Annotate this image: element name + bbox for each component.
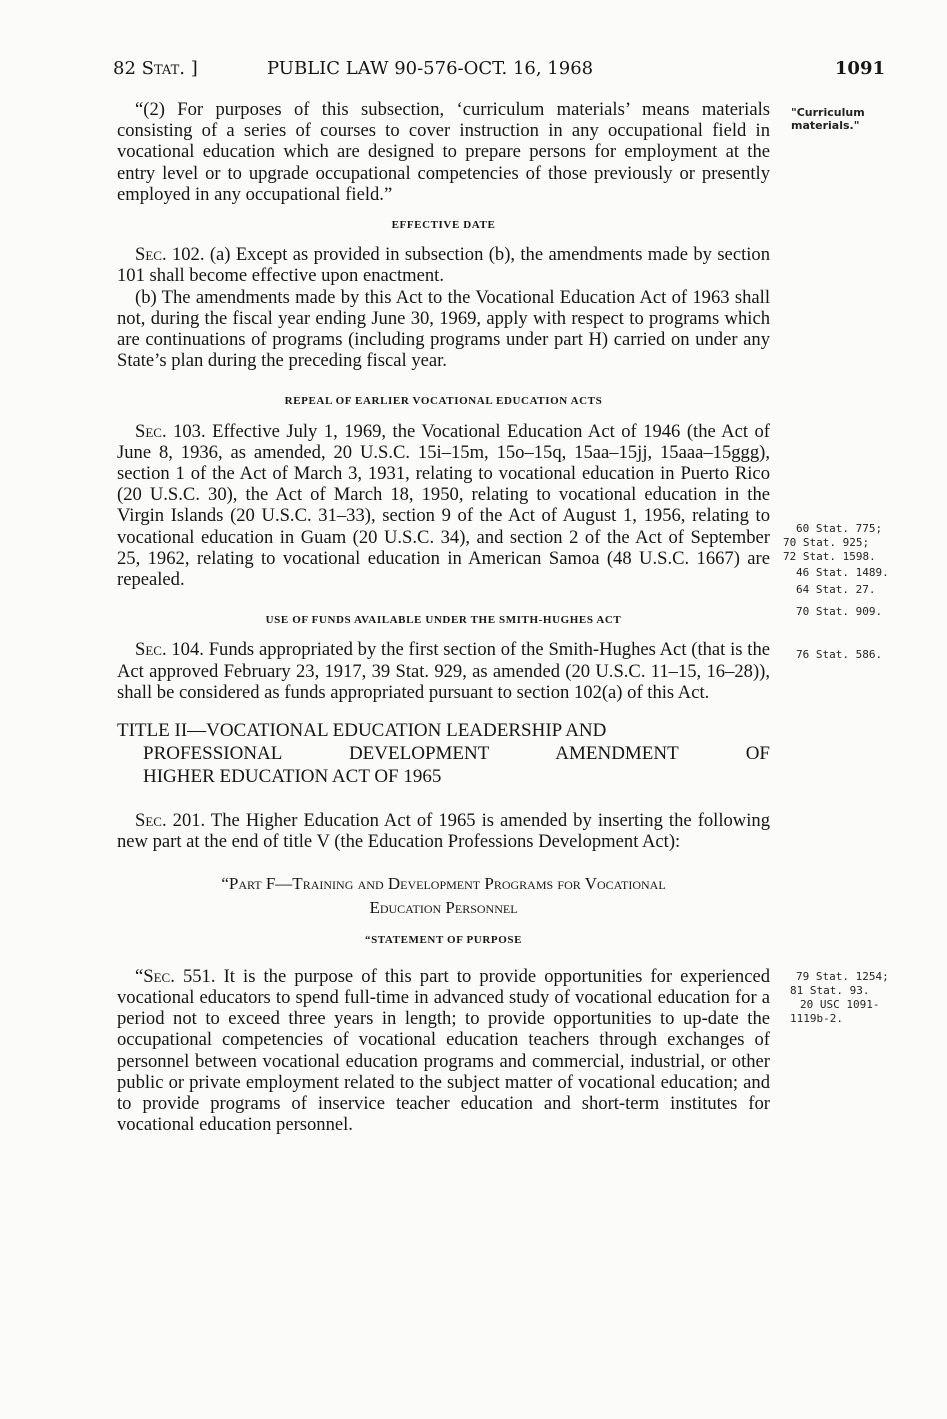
sec-label: Sec. <box>135 639 167 661</box>
margin-stat-ref-1: 60 Stat. 775; <box>796 522 883 535</box>
margin-stat-ref-11: 1119b-2. <box>790 1012 843 1025</box>
margin-stat-ref-4: 46 Stat. 1489. <box>796 566 889 579</box>
margin-stat-ref-5: 64 Stat. 27. <box>796 583 876 596</box>
document-body <box>117 99 770 1135</box>
margin-stat-ref-2: 70 Stat. 925; <box>783 536 870 549</box>
header-citation <box>113 58 198 79</box>
header-stat: Stat. <box>141 58 186 79</box>
header-bracket: ] <box>190 58 198 79</box>
part-f-line-1: “Part F—Training and Development Programs for Vocational <box>221 874 666 894</box>
margin-note-curriculum: "Curriculum materials." <box>791 106 865 132</box>
sec-label: Sec. <box>135 810 167 832</box>
sec-104-text: 104. Funds appropriated by the first section of the Smith-Hughes Act (that is the Act approved February 23, 1917, 39 Stat. 929, as amended (20 U.S.C. 11–15, 16–28)), shall be considered as funds appropriated pursuant to section 102(a) of this Act. <box>117 639 770 703</box>
part-f-heading <box>117 872 770 920</box>
title-ii-line-3: HIGHER EDUCATION ACT OF 1965 <box>143 766 442 788</box>
header-volume: 82 <box>113 58 136 79</box>
sec-label: Sec. <box>135 420 167 442</box>
sec-label: Sec. <box>143 965 175 987</box>
margin-stat-ref-9: 81 Stat. 93. <box>790 984 870 997</box>
title-ii-heading <box>117 719 770 788</box>
heading-effective-date: EFFECTIVE DATE <box>391 219 496 232</box>
header-title: PUBLIC LAW 90-576-OCT. 16, 1968 <box>267 58 594 79</box>
sec-201-text: 201. The Higher Education Act of 1965 is amended by inserting the following new part at the end of title V (the Education Professions Development Act): <box>117 810 770 853</box>
margin-stat-ref-10: 20 USC 1091- <box>800 998 880 1011</box>
paragraph-sec-201 <box>117 810 770 852</box>
margin-stat-ref-7: 76 Stat. 586. <box>796 648 883 661</box>
margin-stat-ref-8: 79 Stat. 1254; <box>796 970 889 983</box>
paragraph-sec-102-a <box>117 244 770 286</box>
sec-label: Sec. <box>135 244 167 266</box>
sec-551-text: 551. It is the purpose of this part to provide opportunities for experienced vocational educators to spend full-time in advanced study of vocational education for a period not to exceed three years in length; to provide opportunities to up-date the occupational competencies of vocational education teachers through exchanges of personnel between vocational education programs and commercial, industrial, or other public or private employment related to the subject matter of vocational education; and to provide programs of inservice teacher education and short-term institutes for vocational education personnel. <box>117 965 770 1136</box>
margin-stat-ref-3: 72 Stat. 1598. <box>783 550 876 563</box>
part-f-line-2: Education Personnel <box>369 898 518 918</box>
title-ii-line-1: TITLE II—VOCATIONAL EDUCATION LEADERSHIP AND <box>117 720 607 742</box>
sec-102-a-text: 102. (a) Except as provided in subsection (b), the amendments made by section 101 shall become effective upon enactment. <box>117 244 770 287</box>
heading-statement-of-purpose: “STATEMENT OF PURPOSE <box>364 934 523 947</box>
title-ii-line-2: PROFESSIONAL DEVELOPMENT AMENDMENT OF <box>143 743 770 765</box>
paragraph-sec-103 <box>117 421 770 591</box>
sec-103-text: 103. Effective July 1, 1969, the Vocational Education Act of 1946 (the Act of June 8, 1936, as amended, 20 U.S.C. 15i–15m, 15o–15q, 15aa–15jj, 15aaa–15ggg), section 1 of the Act of March 3, 1931, relating to vocational education in Puerto Rico (20 U.S.C. 30), the Act of March 18, 1950, relating to vocational education in the Virgin Islands (20 U.S.C. 31–33), section 9 of the Act of August 1, 1956, relating to vocational education in Guam (20 U.S.C. 34), and section 2 of the Act of September 25, 1962, relating to vocational education in American Samoa (48 U.S.C. 1667) are repealed. <box>117 420 770 591</box>
page-number: 1091 <box>834 58 885 79</box>
paragraph-sec-102-b: (b) The amendments made by this Act to the Vocational Education Act of 1963 shall not, during the fiscal year ending June 30, 1969, apply with respect to programs which are continuations of programs (including programs under part H) carried on under any State’s plan during the preceding fiscal year. <box>117 286 770 372</box>
heading-repeal: REPEAL OF EARLIER VOCATIONAL EDUCATION ACTS <box>284 395 603 408</box>
heading-smith-hughes: USE OF FUNDS AVAILABLE UNDER THE SMITH-HUGHES ACT <box>265 614 622 627</box>
margin-stat-ref-6: 70 Stat. 909. <box>796 605 883 618</box>
open-quote: “ <box>135 965 144 987</box>
paragraph-sec-104 <box>117 639 770 703</box>
paragraph-curriculum-materials: “(2) For purposes of this subsection, ‘curriculum materials’ means materials consisting of a series of courses to cover instruction in any occupational field in vocational education which are designed to prepare persons for employment at the entry level or to upgrade occupational competencies of those previously or presently employed in any occupational field.” <box>117 99 770 205</box>
paragraph-sec-551 <box>117 966 770 1136</box>
